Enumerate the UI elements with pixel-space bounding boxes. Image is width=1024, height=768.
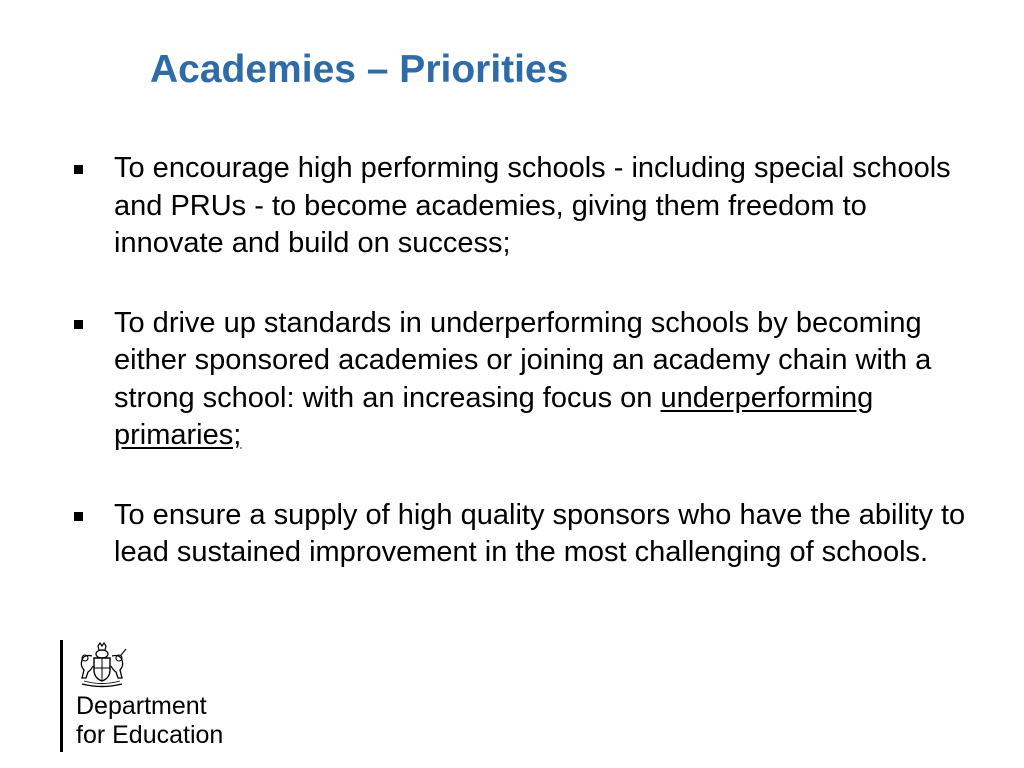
royal-crest-icon — [74, 642, 130, 690]
bullet-item-3 — [72, 497, 972, 572]
bullet-text-2-underlined: underperforming primaries; — [114, 381, 874, 451]
bullet-item-1 — [72, 150, 972, 263]
bullet-item-2 — [72, 305, 972, 455]
square-bullet-icon — [74, 320, 83, 329]
logo-line-1: Department — [76, 692, 207, 720]
bullet-text-2: To drive up standards in underperforming schools by becoming either sponsored academies or joining an academy chain with a strong school: with an increasing focus on — [114, 306, 932, 414]
bullet-text-1: To encourage high performing schools - including special schools and PRUs - to become academies, giving them freedom to innovate and build on success; — [114, 152, 951, 259]
bullet-text-3: To ensure a supply of high quality sponsors who have the ability to lead sustained improvement in the most challenging of schools. — [114, 498, 966, 568]
bullet-list — [72, 150, 972, 614]
logo-text — [76, 692, 223, 750]
logo-divider-bar — [60, 640, 63, 752]
department-for-education-logo — [60, 640, 260, 752]
square-bullet-icon — [74, 512, 83, 521]
logo-line-2: for Education — [76, 721, 224, 749]
slide-title: Academies – Priorities — [150, 48, 569, 91]
square-bullet-icon — [74, 165, 83, 174]
